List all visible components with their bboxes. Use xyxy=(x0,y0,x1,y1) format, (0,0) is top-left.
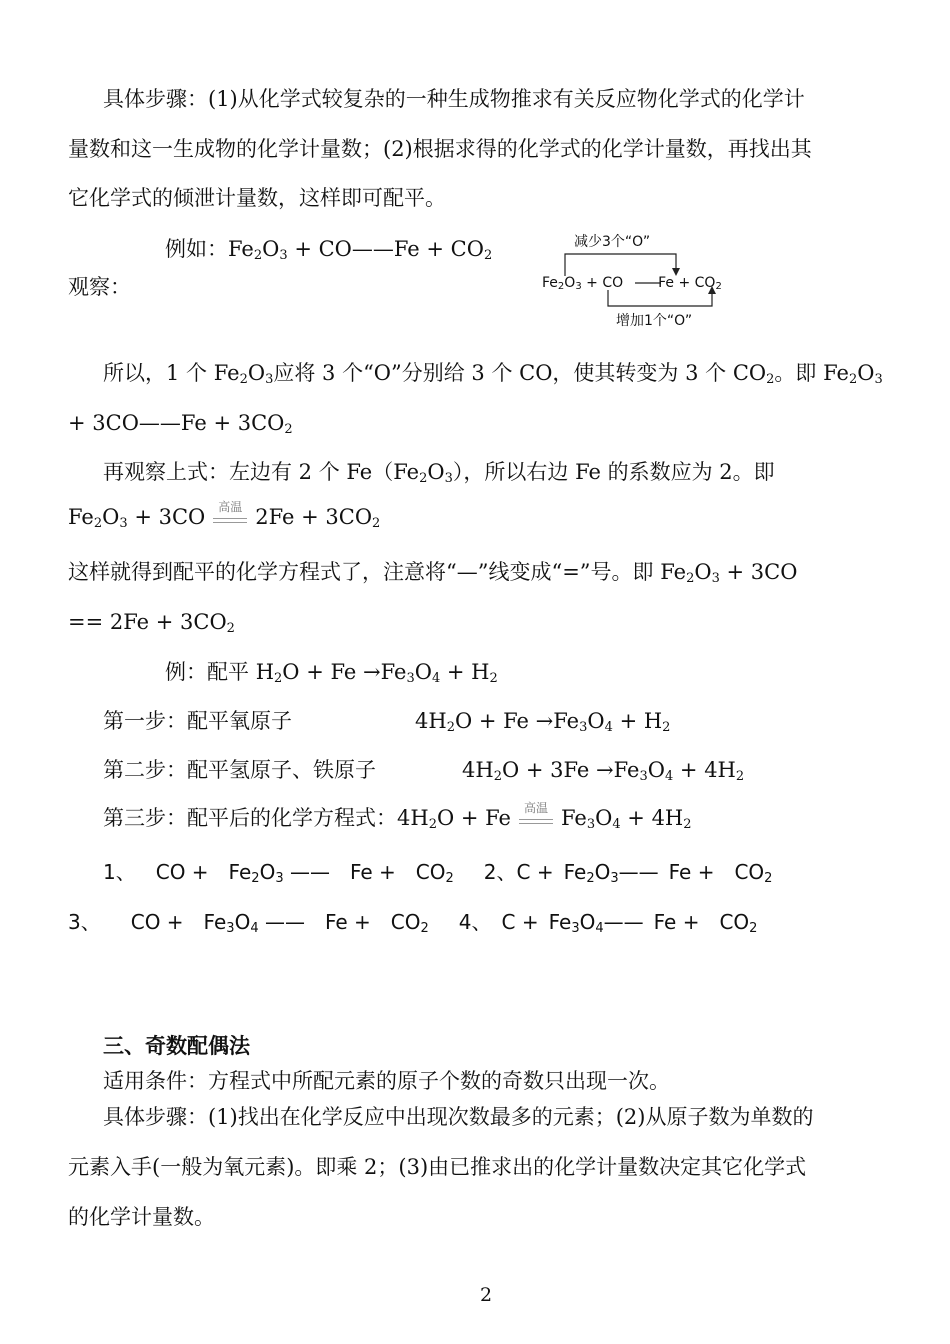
text-line: 元素入手(一般为氧元素)。即乘 2；(3)由已推求出的化学计量数决定其它化学式 xyxy=(68,1155,807,1179)
high-temperature-condition: 高温 xyxy=(211,510,249,528)
text-line: + 3CO——Fe + $3CO_2$ xyxy=(68,411,293,437)
exercise-line: 3、 CO + $Fe_3O_4$ —— Fe + $CO_2$ 4、 C + $Fe_3O_4——$ Fe + $CO_2$ xyxy=(68,910,758,936)
increase-label: 增加1个“O” xyxy=(616,313,693,329)
text-line: 适用条件：方程式中所配元素的原子个数的奇数只出现一次。 xyxy=(103,1069,670,1093)
step-line: 第三步：配平后的化学方程式：$4H_2O + Fe$ 高温 $Fe_3O_4 + 4H_2$ xyxy=(103,800,692,832)
step-equation: $4H_2O + 3Fe \to Fe_3O_4 + 4H_2$ xyxy=(462,758,745,784)
step-label: 第一步：配平氧原子 xyxy=(103,709,292,733)
text-line: 它化学式的倾泄计量数，这样即可配平。 xyxy=(68,186,446,210)
page-number: 2 xyxy=(480,1284,493,1306)
text-line: 这样就得到配平的化学方程式了，注意将“—”线变成“=”号。即 $Fe_2O_3 + 3CO$ xyxy=(68,560,798,586)
example-line: 例：配平 $H_2O + Fe \to Fe_3O_4 + H_2$ xyxy=(165,660,498,686)
text-line: 所以，1 个 $Fe_2O_3$应将 3 个“O”分别给 3 个 CO，使其转变为 3 个 $CO_2$。即 $Fe_2O_3$ xyxy=(103,361,883,387)
text-line: 具体步骤：(1)从化学式较复杂的一种生成物推求有关反应物化学式的化学计 xyxy=(103,87,805,111)
decrease-label: 减少3个“O” xyxy=(574,234,651,250)
equation-line: $Fe_2O_3 + 3CO$ 高温 $2Fe + 3CO_2$ xyxy=(68,499,381,531)
section-heading: 三、奇数配偶法 xyxy=(103,1033,250,1058)
text-line: 再观察上式：左边有 2 个 $Fe(Fe_2O_3)$，所以右边 Fe 的系数应为 2。即 xyxy=(103,460,775,486)
observe-label: 观察： xyxy=(68,275,131,299)
step-label: 第二步：配平氢原子、铁原子 xyxy=(103,758,376,782)
text-line: == $2Fe + 3CO_2$ xyxy=(68,610,235,636)
text-line: 具体步骤：(1)找出在化学反应中出现次数最多的元素；(2)从原子数为单数的 xyxy=(103,1105,814,1129)
oxygen-transfer-diagram xyxy=(540,232,740,332)
diagram-equation: $Fe_2O_3$ + CO $Fe + CO_2$ xyxy=(542,275,722,292)
text-line: 量数和这一生成物的化学计量数；(2)根据求得的化学式的化学计量数，再找出其 xyxy=(68,137,812,161)
high-temperature-condition: 高温 xyxy=(517,811,555,829)
example-line: 例如：$Fe_2O_3$ + CO——Fe + $CO_2$ xyxy=(165,237,493,263)
text-line: 的化学计量数。 xyxy=(68,1205,215,1229)
step-equation: $4H_2O + Fe \to Fe_3O_4 + H_2$ xyxy=(415,709,671,735)
exercise-line: 1、 CO + $Fe_2O_3$ —— Fe + $CO_2$ 2、C + $Fe_2O_3——$ Fe + $CO_2$ xyxy=(103,860,773,886)
